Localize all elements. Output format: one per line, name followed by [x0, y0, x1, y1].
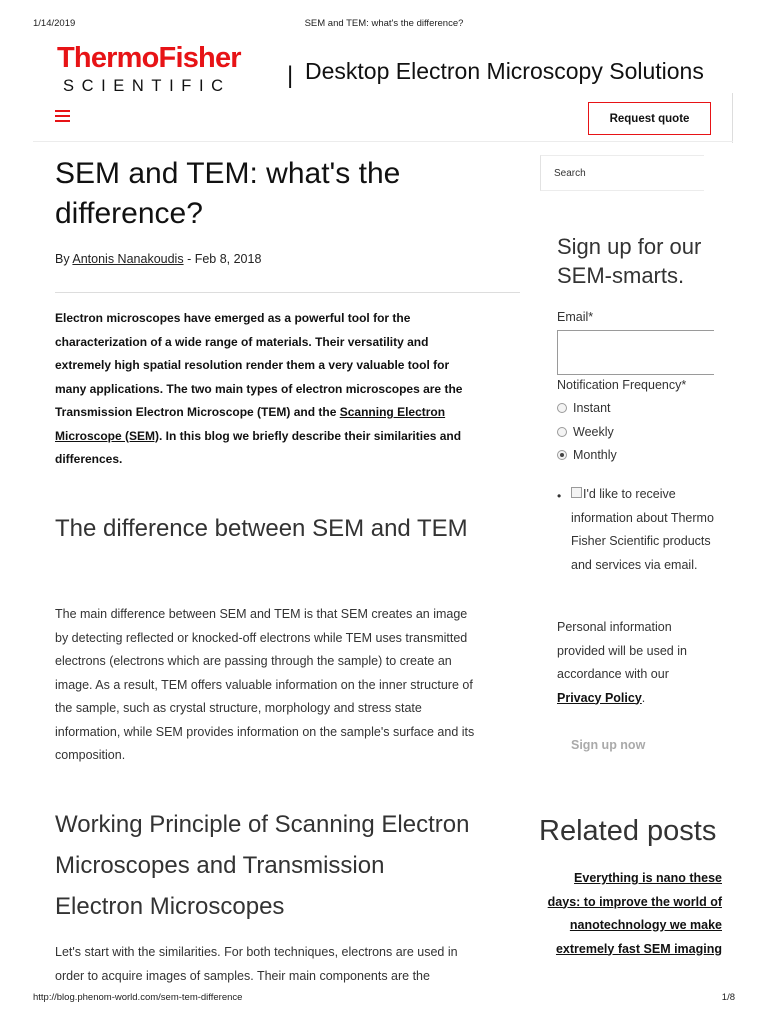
frequency-label: Notification Frequency* — [557, 378, 687, 392]
related-posts-title: Related posts — [539, 815, 717, 847]
radio-label: Monthly — [573, 448, 617, 462]
heading-difference: The difference between SEM and TEM — [55, 515, 468, 542]
byline — [55, 252, 261, 266]
post-title: SEM and TEM: what's the difference? — [55, 157, 401, 230]
radio-icon[interactable] — [557, 427, 567, 437]
signup-title: Sign up for our SEM-smarts. — [557, 234, 702, 288]
logo-scientific: SCIENTIFIC — [63, 77, 231, 95]
consent-text: I'd like to receive information about Thermo Fisher Scientific products and services via email. — [571, 487, 714, 572]
print-url: http://blog.phenom-world.com/sem-tem-difference — [33, 992, 243, 1003]
radio-label: Weekly — [573, 425, 614, 439]
privacy-text: Personal information provided will be used in accordance with our — [557, 620, 687, 681]
radio-monthly[interactable] — [557, 448, 617, 462]
author-link[interactable]: Antonis Nanakoudis — [72, 252, 184, 266]
intro-paragraph — [55, 307, 475, 472]
radio-icon[interactable] — [557, 403, 567, 413]
print-date: 1/14/2019 — [33, 18, 76, 29]
heading-working-principle: Working Principle of Scanning Electron Microscopes and Transmission Electron Microscopes — [55, 811, 470, 920]
print-title: SEM and TEM: what's the difference? — [304, 18, 464, 29]
radio-label: Instant — [573, 401, 611, 415]
email-field[interactable] — [557, 330, 714, 375]
radio-selected-icon[interactable] — [557, 450, 567, 460]
privacy-policy-link[interactable]: Privacy Policy — [557, 690, 642, 705]
signup-button[interactable]: Sign up now — [571, 738, 646, 752]
request-quote-button[interactable]: Request quote — [588, 102, 711, 135]
privacy-notice — [557, 616, 707, 710]
email-label: Email* — [557, 310, 594, 324]
paragraph-difference: The main difference between SEM and TEM is that SEM creates an image by detecting reflected or knocked-off electrons while TEM uses transmitted electrons (electrons which are passing through the sample) to create an image. As a result, TEM offers valuable information on the inner structure of the sample, such as crystal structure, morphology and stress state information, while SEM provides information on the sample's surface and its composition. — [55, 607, 475, 762]
logo-thermofisher[interactable]: ThermoFisher — [57, 42, 241, 74]
intro-text: Electron microscopes have emerged as a powerful tool for the characterization of a wide range of materials. Their versatility and extremely high spatial resolution render them a very valuable tool for many applications. The two main types of electron microscopes are the Transmission Electron Microscope (TEM) and the — [55, 311, 463, 419]
header-edge-divider — [732, 93, 733, 143]
privacy-period: . — [641, 690, 646, 705]
byline-divider — [55, 292, 520, 293]
radio-weekly[interactable] — [557, 425, 614, 439]
hamburger-icon[interactable] — [55, 110, 70, 125]
print-page-number: 1/8 — [721, 992, 735, 1003]
sem-link[interactable]: Scanning Electron Microscope (SEM) — [55, 405, 446, 443]
search-input[interactable]: Search — [540, 155, 704, 191]
header-divider — [33, 141, 733, 142]
brand-divider: | — [287, 62, 294, 89]
bullet-icon: • — [557, 489, 562, 503]
consent-checkbox[interactable] — [571, 487, 582, 498]
byline-prefix: By — [55, 252, 70, 266]
intro-text-end: . In this blog we briefly describe their similarities and differences. — [55, 428, 462, 466]
related-post-link[interactable]: Everything is nano these days: to improve the world of nanotechnology we make extremely fast SEM imaging — [547, 871, 722, 956]
site-tagline: Desktop Electron Microscopy Solutions — [305, 58, 704, 84]
paragraph-similarities: Let's start with the similarities. For both techniques, electrons are used in order to acquire images of samples. Their main components are the — [55, 945, 458, 983]
post-date: - Feb 8, 2018 — [187, 252, 262, 266]
radio-instant[interactable] — [557, 401, 611, 415]
